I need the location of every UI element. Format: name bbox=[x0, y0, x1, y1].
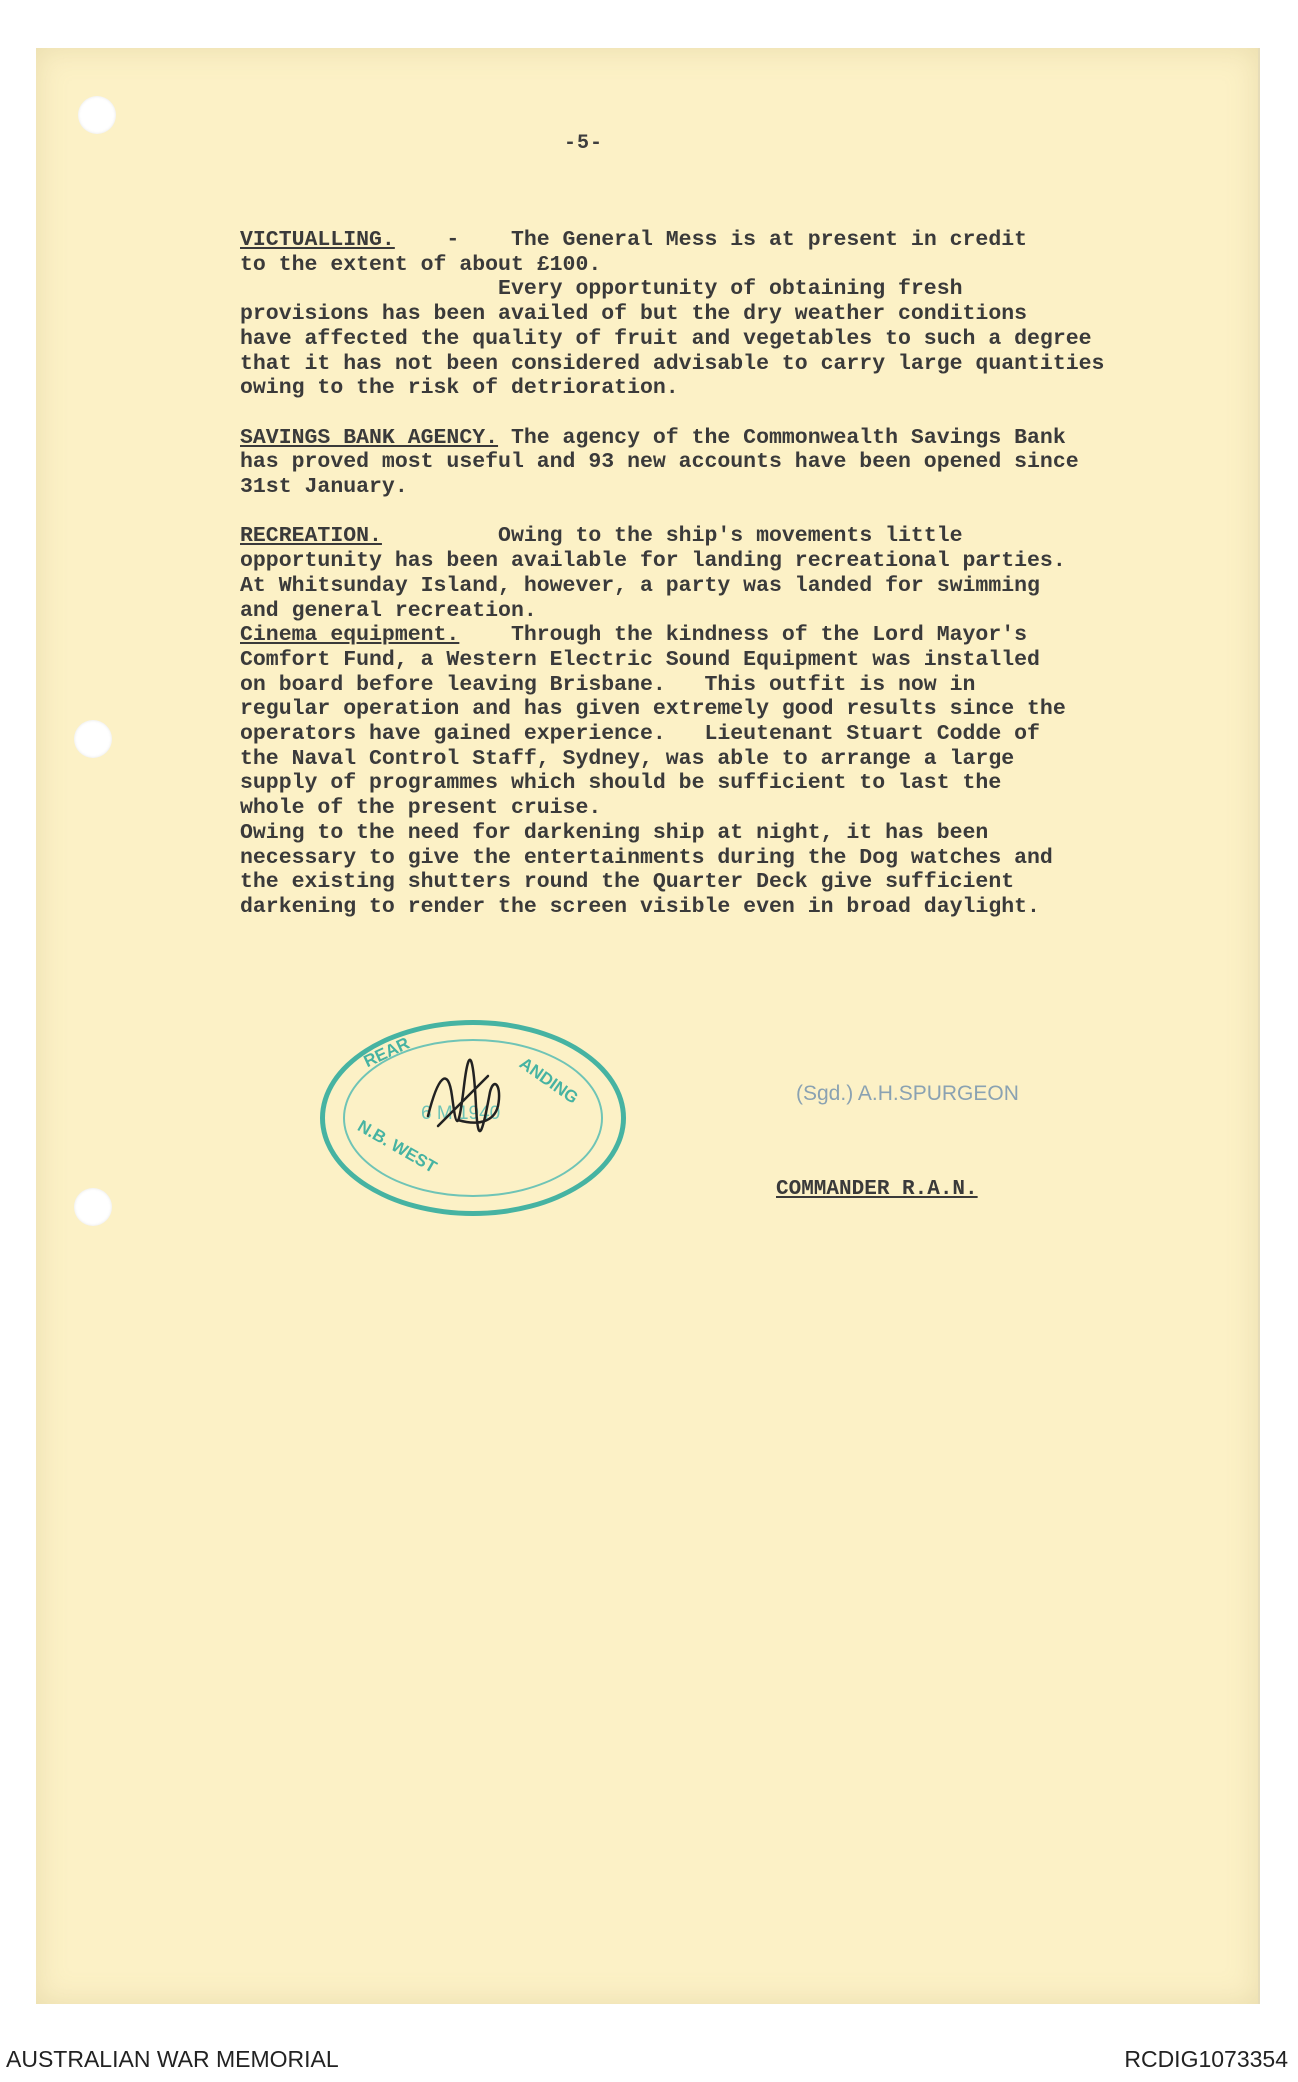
text-line bbox=[240, 450, 1230, 475]
punch-hole-middle bbox=[74, 720, 112, 758]
line-text: on board before leaving Brisbane. This outfit is now in bbox=[240, 672, 976, 697]
line-text: Every opportunity of obtaining fresh bbox=[240, 277, 963, 302]
line-text: darkening to render the screen visible even in broad daylight. bbox=[240, 894, 1040, 919]
text-line bbox=[240, 475, 1230, 500]
line-text: supply of programmes which should be sufficient to last the bbox=[240, 771, 1002, 796]
line-text: whole of the present cruise. bbox=[240, 796, 602, 821]
line-text: to the extent of about £100. bbox=[240, 252, 602, 277]
text-line bbox=[240, 426, 1230, 451]
text-line bbox=[240, 599, 1230, 624]
section-heading: SAVINGS BANK AGENCY. bbox=[240, 425, 499, 450]
text-line bbox=[240, 821, 1230, 846]
line-text: 31st January. bbox=[240, 475, 408, 500]
text-line bbox=[240, 623, 1230, 648]
text-line bbox=[240, 673, 1230, 698]
archive-name: AUSTRALIAN WAR MEMORIAL bbox=[6, 2046, 339, 2072]
text-line bbox=[240, 549, 1230, 574]
text-line bbox=[240, 697, 1230, 722]
line-text: The agency of the Commonwealth Savings Bank bbox=[498, 425, 1066, 450]
typed-body bbox=[240, 228, 1230, 920]
punch-hole-top bbox=[78, 96, 116, 134]
line-text: owing to the risk of detrioration. bbox=[240, 376, 679, 401]
signed-name: (Sgd.) A.H.SPURGEON bbox=[796, 1082, 1019, 1105]
text-line bbox=[240, 846, 1230, 871]
line-text: Through the kindness of the Lord Mayor's bbox=[459, 623, 1028, 648]
line-text: the existing shutters round the Quarter Deck give sufficient bbox=[240, 870, 1015, 895]
line-text: provisions has been availed of but the dry weather conditions bbox=[240, 302, 1028, 327]
text-line bbox=[240, 870, 1230, 895]
line-text: necessary to give the entertainments during the Dog watches and bbox=[240, 845, 1053, 870]
text-line bbox=[240, 253, 1230, 278]
text-line bbox=[240, 771, 1230, 796]
text-line bbox=[240, 722, 1230, 747]
line-text: the Naval Control Staff, Sydney, was able to arrange a large bbox=[240, 746, 1015, 771]
stamp-text-top-left: REAR bbox=[360, 1033, 413, 1072]
text-line bbox=[240, 327, 1230, 352]
line-text: and general recreation. bbox=[240, 598, 537, 623]
paragraph-gap bbox=[240, 500, 1230, 525]
text-line bbox=[240, 796, 1230, 821]
text-line bbox=[240, 302, 1230, 327]
line-text: Owing to the ship's movements little bbox=[381, 524, 963, 549]
text-line bbox=[240, 228, 1230, 253]
handwritten-initials-icon bbox=[418, 1056, 518, 1146]
section-heading: VICTUALLING. bbox=[240, 228, 395, 252]
page-number: -5- bbox=[564, 132, 604, 155]
line-text: Owing to the need for darkening ship at night, it has been bbox=[240, 820, 989, 845]
line-text: that it has not been considered advisable to carry large quantities bbox=[240, 351, 1105, 376]
archive-id: RCDIG1073354 bbox=[1124, 2046, 1288, 2072]
paragraph-gap bbox=[240, 401, 1230, 426]
text-line bbox=[240, 524, 1230, 549]
text-line bbox=[240, 895, 1230, 920]
text-line bbox=[240, 352, 1230, 377]
section-heading: Cinema equipment. bbox=[240, 623, 460, 648]
stamp-text-bottom: N.B. WEST bbox=[354, 1116, 440, 1177]
text-line bbox=[240, 574, 1230, 599]
line-text: regular operation and has given extremely good results since the bbox=[240, 697, 1066, 722]
line-text: have affected the quality of fruit and vegetables to such a degree bbox=[240, 326, 1092, 351]
line-text: Comfort Fund, a Western Electric Sound Equipment was installed bbox=[240, 647, 1040, 672]
stamp-text-top-right: ANDING bbox=[515, 1053, 582, 1108]
line-text: opportunity has been available for landing recreational parties. bbox=[240, 549, 1066, 574]
text-line bbox=[240, 648, 1230, 673]
punch-hole-bottom bbox=[74, 1188, 112, 1226]
stamp-date: 6 M 1940 bbox=[421, 1103, 501, 1124]
line-text: has proved most useful and 93 new accounts have been opened since bbox=[240, 450, 1079, 475]
text-line bbox=[240, 277, 1230, 302]
line-text: - The General Mess is at present in credit bbox=[394, 228, 1028, 252]
text-line bbox=[240, 376, 1230, 401]
signatory-rank: COMMANDER R.A.N. bbox=[776, 1178, 978, 1201]
line-text: operators have gained experience. Lieutenant Stuart Codde of bbox=[240, 722, 1040, 747]
line-text: At Whitsunday Island, however, a party was landed for swimming bbox=[240, 573, 1040, 598]
text-line bbox=[240, 747, 1230, 772]
section-heading: RECREATION. bbox=[240, 524, 382, 549]
